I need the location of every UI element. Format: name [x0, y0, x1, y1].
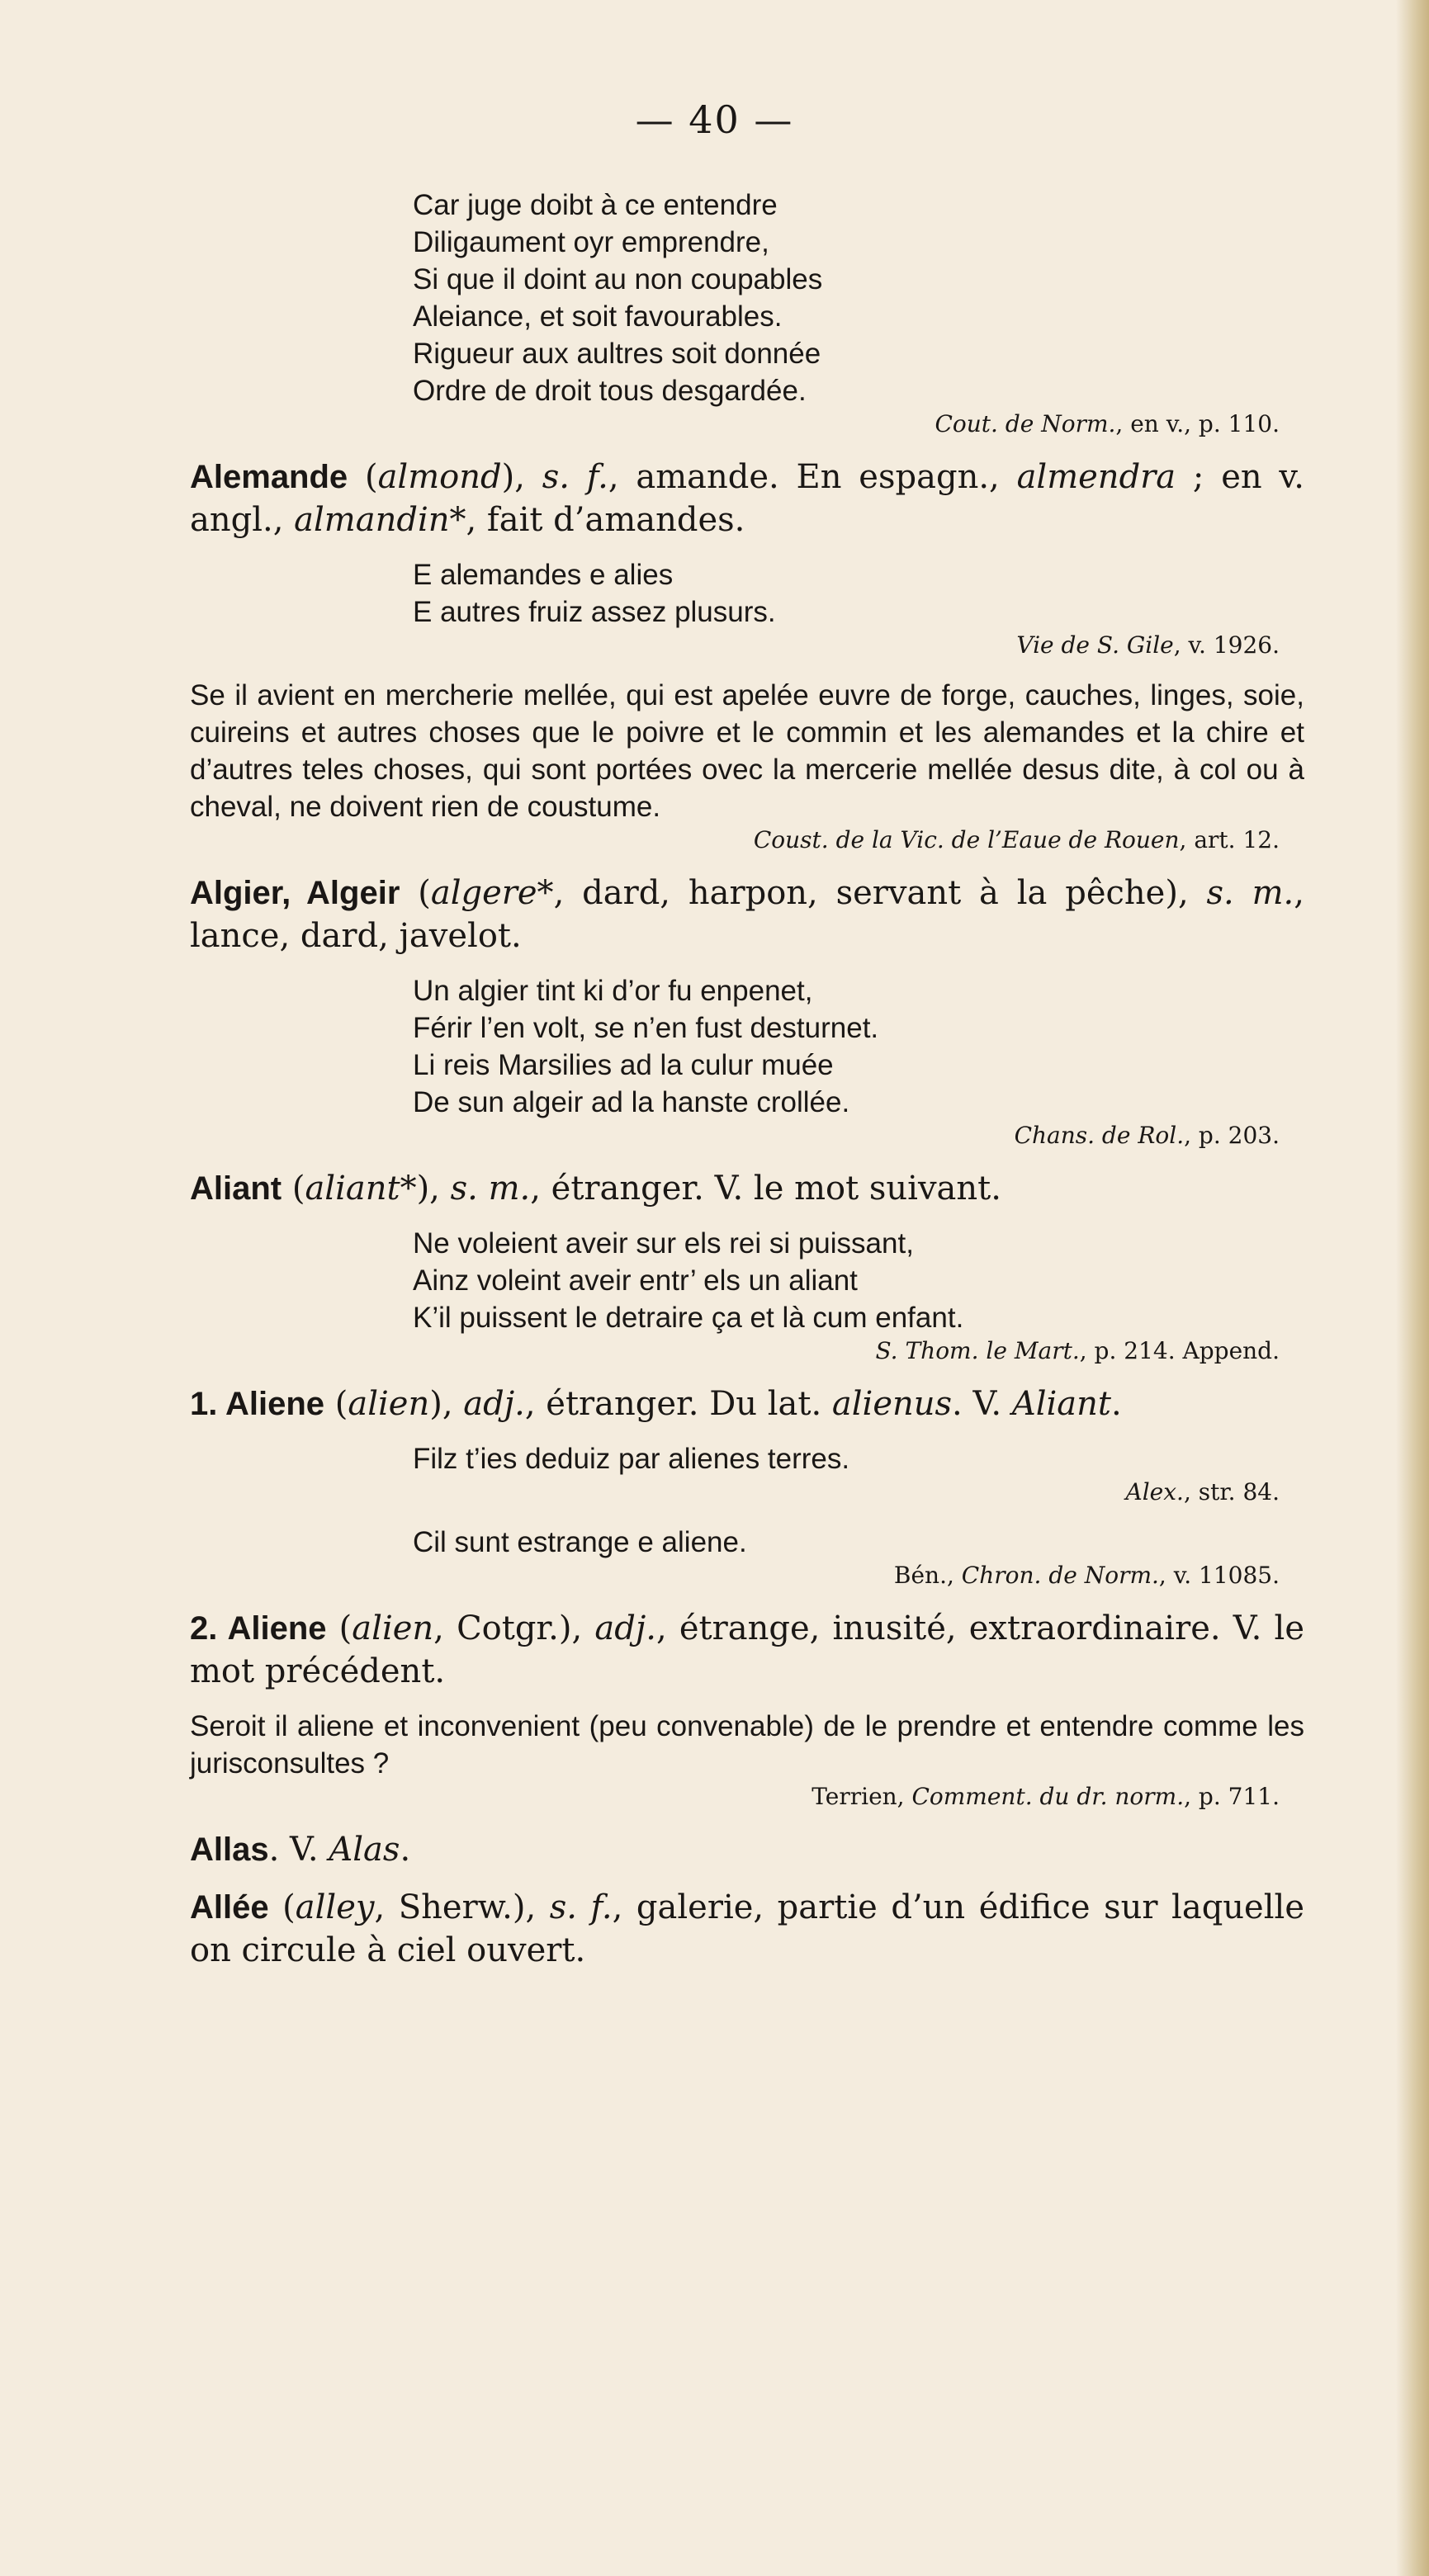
entry-text: . V.	[952, 1385, 1012, 1423]
entry-italic-text: algere*	[430, 874, 554, 912]
citation-work: Chron. de Norm.	[961, 1562, 1159, 1589]
verse-line: Ordre de droit tous desgardée.	[413, 375, 807, 407]
entry-italic-text: almandin*	[294, 501, 466, 539]
verse-line: Ne voleient aveir sur els rei si puissant,	[413, 1227, 914, 1260]
entry-italic-text: adj.	[463, 1385, 525, 1423]
dictionary-entry	[190, 872, 1304, 957]
verse-line: Ainz voleint aveir entr’ els un aliant	[413, 1264, 858, 1297]
citation-author: Bén.,	[893, 1562, 962, 1589]
entry-text: (	[400, 874, 431, 912]
verse-line: Si que il doint au non coupables	[413, 263, 823, 295]
citation-source	[190, 409, 1304, 439]
citation-work: Alex.	[1125, 1478, 1184, 1505]
entry-italic-text: almond	[377, 458, 502, 496]
citation-source	[190, 1782, 1304, 1812]
entry-italic-text: alley	[295, 1888, 375, 1926]
citation-work: Coust. de la Vic. de l’Eaue de Rouen	[753, 826, 1180, 853]
entry-headword: Aliant	[190, 1170, 282, 1207]
entry-headword: 1. Aliene	[190, 1386, 325, 1422]
verse-line: Rigueur aux aultres soit donnée	[413, 338, 821, 370]
entry-text: , dard, harpon, servant à la pêche),	[553, 874, 1207, 912]
entry-text: ),	[429, 1385, 464, 1423]
citation-source	[190, 1121, 1304, 1151]
prose-quotation: Seroit il aliene et inconvenient (peu convenable) de le prendre et entendre comme les jurisconsultes ?	[190, 1710, 1304, 1780]
verse-line: Un algier tint ki d’or fu enpenet,	[413, 975, 813, 1007]
citation-ref: , v. 1926.	[1173, 631, 1280, 659]
citation-ref: , p. 711.	[1184, 1783, 1280, 1810]
entry-italic-text: s. m.	[1206, 874, 1294, 912]
verse-quotation	[413, 187, 1304, 409]
verse-line: E alemandes e alies	[413, 559, 674, 591]
citation-ref: , str. 84.	[1183, 1478, 1280, 1505]
entry-text: , lance, dard, javelot.	[190, 874, 1304, 955]
entry-italic-text: adj.	[594, 1609, 656, 1647]
citation-source	[190, 1561, 1304, 1591]
entry-text: .	[1110, 1385, 1122, 1423]
entry-italic-text: s. f.	[549, 1888, 613, 1926]
entry-text: , galerie, partie d’un édifice sur laquelle on circule à ciel ouvert.	[190, 1888, 1304, 1969]
verse-quotation	[413, 556, 1304, 631]
citation-ref: , en v., p. 110.	[1115, 410, 1280, 437]
entry-headword: Allas	[190, 1832, 269, 1868]
page-content	[190, 187, 1304, 1987]
entry-italic-text: alien	[348, 1385, 430, 1423]
citation-ref: , p. 203.	[1184, 1122, 1280, 1149]
verse-line: Li reis Marsilies ad la culur muée	[413, 1049, 834, 1081]
entry-italic-text: s. m.	[450, 1170, 531, 1208]
entry-italic-text: Alas	[329, 1831, 400, 1869]
page-number: — 40 —	[635, 97, 794, 142]
entry-text: , Sherw.),	[374, 1888, 550, 1926]
citation-source	[190, 631, 1304, 660]
entry-text: (	[324, 1385, 348, 1423]
dictionary-entry	[190, 456, 1304, 541]
verse-quotation	[413, 1440, 1304, 1477]
entry-text: ; en v. angl.,	[190, 458, 1304, 539]
entry-text: (	[348, 458, 378, 496]
verse-line: Cil sunt estrange e aliene.	[413, 1526, 747, 1558]
verse-line: K’il puissent le detraire ça et là cum enfant.	[413, 1302, 964, 1334]
entry-text: , étrange, inusité, extraordinaire. V. le mot précédent.	[190, 1609, 1305, 1690]
verse-quotation	[413, 1225, 1304, 1336]
entry-text: , étranger. V. le mot suivant.	[530, 1170, 1001, 1208]
verse-line: Filz t’ies deduiz par alienes terres.	[413, 1443, 850, 1475]
citation-source	[190, 825, 1304, 855]
citation-ref: , p. 214. Append.	[1079, 1337, 1280, 1364]
verse-line: De sun algeir ad la hanste crollée.	[413, 1086, 850, 1118]
citation-source	[190, 1336, 1304, 1366]
verse-line: E autres fruiz assez plusurs.	[413, 596, 776, 628]
entry-text: .	[400, 1831, 411, 1869]
verse-line: Diligaument oyr emprendre,	[413, 226, 769, 258]
entry-text: (	[282, 1170, 305, 1208]
page-edge-shadow	[1396, 0, 1429, 2576]
entry-headword: Algier, Algeir	[190, 875, 400, 911]
citation-author: Terrien,	[812, 1783, 912, 1810]
citation-source	[190, 1477, 1304, 1507]
citation-ref: , art. 12.	[1179, 826, 1280, 853]
entry-text: , fait d’amandes.	[466, 501, 745, 539]
dictionary-entry	[190, 1167, 1304, 1210]
dictionary-entry	[190, 1607, 1304, 1693]
entry-text: . V.	[268, 1831, 329, 1869]
entry-italic-text: alien	[352, 1609, 434, 1647]
entry-text: (	[326, 1609, 353, 1647]
entry-headword: Allée	[190, 1889, 269, 1926]
entry-text: , amande. En espagn.,	[608, 458, 1017, 496]
citation-work: Cout. de Norm.	[935, 410, 1116, 437]
entry-text: (	[268, 1888, 296, 1926]
dictionary-entry	[190, 1828, 1304, 1871]
entry-italic-text: almendra	[1016, 458, 1176, 496]
entry-italic-text: aliant*	[305, 1170, 417, 1208]
entry-text: ),	[416, 1170, 451, 1208]
citation-work: S. Thom. le Mart.	[875, 1337, 1080, 1364]
verse-quotation	[413, 1524, 1304, 1561]
entry-headword: Alemande	[190, 459, 348, 495]
entry-text: , Cotgr.),	[433, 1609, 595, 1647]
verse-quotation	[413, 972, 1304, 1121]
citation-ref: , v. 11085.	[1158, 1562, 1280, 1589]
verse-line: Aleiance, et soit favourables.	[413, 300, 783, 333]
dictionary-entry	[190, 1383, 1304, 1425]
citation-work: Chans. de Rol.	[1014, 1122, 1185, 1149]
citation-work: Vie de S. Gile	[1016, 631, 1174, 659]
verse-line: Car juge doibt à ce entendre	[413, 189, 778, 221]
citation-work: Comment. du dr. norm.	[911, 1783, 1185, 1810]
entry-italic-text: s. f.	[542, 458, 608, 496]
verse-line: Férir l’en volt, se n’en fust desturnet.	[413, 1012, 879, 1044]
prose-quotation: Se il avient en mercherie mellée, qui est apelée euvre de forge, cauches, linges, soie, cuireins et autres choses que le poivre et le commin et les alemandes et la chire et d’autres teles choses, qui sont portées ovec la mercerie mellée desus dite, à col ou à cheval, ne doivent rien de coustume.	[190, 679, 1304, 823]
dictionary-entry	[190, 1886, 1304, 1972]
entry-text: ),	[501, 458, 542, 496]
entry-italic-text: alienus	[831, 1385, 953, 1423]
entry-headword: 2. Aliene	[190, 1610, 327, 1647]
entry-italic-text: Aliant	[1011, 1385, 1111, 1423]
entry-text: , étranger. Du lat.	[524, 1385, 832, 1423]
